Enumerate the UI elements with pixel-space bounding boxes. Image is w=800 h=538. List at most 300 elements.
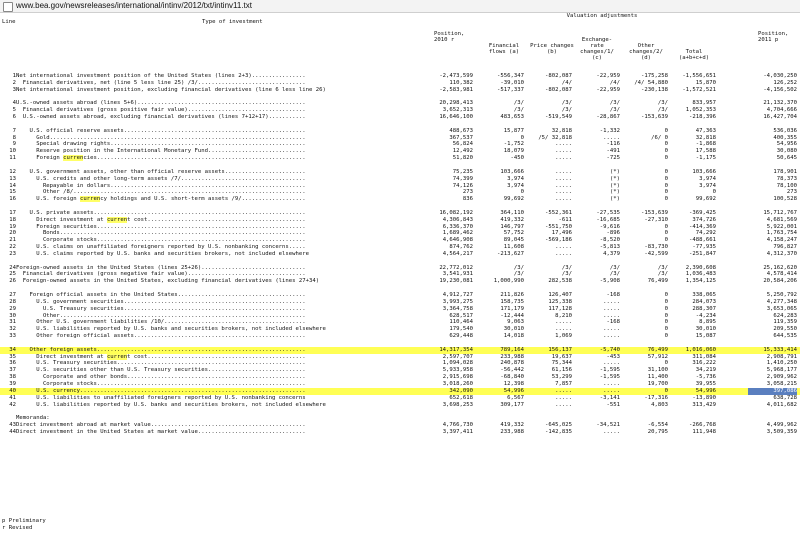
cell-value: -519,549 <box>545 114 572 121</box>
cell-value: 15,087 <box>695 333 716 340</box>
cell-value: -450 <box>510 155 524 162</box>
cell-value: /4/ 54,880 <box>634 79 668 86</box>
cell-value: 483,653 <box>500 114 524 121</box>
cell-value: -369,425 <box>689 209 716 216</box>
row-label: Financial derivatives, net (line 5 less line 25) /3/................................ <box>16 79 306 86</box>
cell-value: 4,803 <box>651 401 668 408</box>
cell-value: 50,645 <box>776 155 797 162</box>
line-number: 41 <box>9 394 16 401</box>
cell-value: 4,564,217 <box>442 250 473 257</box>
cell-value: 22,772,012 <box>439 264 473 271</box>
cell-value: 629,448 <box>449 333 473 340</box>
cell-value: 51,820 <box>452 155 473 162</box>
cell-value: -551 <box>606 401 620 408</box>
cell-value: 0 <box>664 148 668 155</box>
cell-value: 3,993,275 <box>442 298 473 305</box>
cell-value: 836 <box>462 196 473 203</box>
line-number: 38 <box>9 374 16 381</box>
row-label: Reserve position in the International Monetary Fund............................. <box>16 148 306 155</box>
cell-value: -645,025 <box>545 422 572 429</box>
table-row <box>0 210 800 217</box>
cell-value: /3/ <box>513 264 524 271</box>
cell-value: 21,132,370 <box>763 100 797 107</box>
table-row <box>0 251 800 258</box>
cell-value: ..... <box>555 250 572 257</box>
cell-value: 4,011,682 <box>766 401 797 408</box>
browser-address-bar[interactable] <box>0 0 800 13</box>
cell-value: 4,578,414 <box>766 271 797 278</box>
cell-value: -1,595 <box>599 367 620 374</box>
cell-value: 789,164 <box>500 346 524 353</box>
cell-value: -8,520 <box>599 237 620 244</box>
cell-value: -5,740 <box>599 346 620 353</box>
cell-value: -22,959 <box>596 86 620 93</box>
cell-value: -4,156,502 <box>763 86 797 93</box>
cell-value: 3,364,758 <box>442 305 473 312</box>
cell-value: 8,895 <box>699 319 716 326</box>
cell-value: -2,473,599 <box>439 73 473 79</box>
cell-value: 146,797 <box>500 223 524 230</box>
header-other: Other changes/2/ (d) <box>629 43 663 61</box>
cell-value: /3/ <box>561 271 572 278</box>
cell-value: 3,653,065 <box>766 305 797 312</box>
table-row <box>0 237 800 244</box>
cell-value: 1,016,060 <box>685 346 716 353</box>
cell-value: 0 <box>664 312 668 319</box>
cell-value: 644,535 <box>773 333 797 340</box>
cell-value: -230,138 <box>641 86 668 93</box>
table-row <box>0 87 800 94</box>
header-pos2010: Position, 2010 r <box>434 31 465 43</box>
cell-value: 19,637 <box>551 353 572 360</box>
cell-value: 171,179 <box>500 305 524 312</box>
footnote-preliminary: p Preliminary <box>2 518 46 524</box>
page-icon <box>3 2 13 12</box>
cell-value: 3,397,411 <box>442 428 473 435</box>
header-line: Line <box>2 19 16 25</box>
row-label: Foreign currencies.............................................................. <box>16 155 306 162</box>
cell-value: -453 <box>606 353 620 360</box>
cell-value: -552,361 <box>545 209 572 216</box>
cell-value: 117,128 <box>548 305 572 312</box>
cell-value: -16,685 <box>596 216 620 223</box>
cell-value: 3,541,931 <box>442 271 473 278</box>
table-row <box>0 319 800 326</box>
cell-value: ..... <box>603 428 620 435</box>
cell-value: -1,556,651 <box>682 73 716 79</box>
cell-value: 15,870 <box>695 79 716 86</box>
cell-value: -251,847 <box>689 250 716 257</box>
line-number: 28 <box>9 298 16 305</box>
cell-value: 16,427,704 <box>763 114 797 121</box>
line-number: 40 <box>9 387 16 394</box>
cell-value: -68,840 <box>500 374 524 381</box>
cell-value: 313,429 <box>692 401 716 408</box>
cell-value: 1,689,462 <box>442 230 473 237</box>
table-row <box>0 429 800 436</box>
cell-value: 284,073 <box>692 298 716 305</box>
cell-value: -34,521 <box>596 422 620 429</box>
cell-value: -3,141 <box>599 394 620 401</box>
cell-value: 30,080 <box>776 148 797 155</box>
cell-value: 15,877 <box>503 127 524 134</box>
cell-value: 74,292 <box>695 230 716 237</box>
row-label: Corporate stocks.............................................................. <box>16 380 306 387</box>
header-valuation: Valuation adjustments <box>566 13 638 19</box>
cell-value: 156,137 <box>548 346 572 353</box>
cell-value: 2,908,791 <box>766 353 797 360</box>
table-row <box>0 217 800 224</box>
cell-value: /4/ <box>609 79 620 86</box>
cell-value: 17,588 <box>695 148 716 155</box>
line-number: 31 <box>9 319 16 326</box>
header-type: Type of investment <box>202 19 263 25</box>
row-label: U.S. credits and other long-term assets /7/..................................... <box>16 175 306 182</box>
cell-value: 3,698,253 <box>442 401 473 408</box>
cell-value: 0 <box>712 189 716 196</box>
cell-value: 3,018,260 <box>442 380 473 387</box>
line-number: 9 <box>12 141 16 148</box>
cell-value: 1,052,353 <box>685 107 716 114</box>
cell-value: -2,583,981 <box>439 86 473 93</box>
line-number: 8 <box>12 134 16 141</box>
table-row <box>0 258 800 265</box>
table-row <box>0 408 800 415</box>
cell-value: 16,646,100 <box>439 114 473 121</box>
cell-value: 30,010 <box>503 326 524 333</box>
header-exchange: Exchange- rate changes/1/ (c) <box>580 37 614 61</box>
cell-value: -725 <box>606 155 620 162</box>
table-row <box>0 121 800 128</box>
cell-value: 4,277,348 <box>766 298 797 305</box>
table-row <box>0 230 800 237</box>
cell-value: 0 <box>520 189 524 196</box>
cell-value: -83,730 <box>644 244 668 251</box>
cell-value: 0 <box>664 155 668 162</box>
cell-value: -517,337 <box>497 86 524 93</box>
cell-value: 57,752 <box>503 230 524 237</box>
table-row <box>0 306 800 313</box>
cell-value: -611 <box>558 216 572 223</box>
table-row <box>0 299 800 306</box>
row-label: Foreign securities.............................................................. <box>16 223 306 230</box>
line-number: 32 <box>9 326 16 333</box>
cell-value: -12,444 <box>500 312 524 319</box>
cell-value: 126,252 <box>773 79 797 86</box>
cell-value: 0 <box>664 223 668 230</box>
table-row <box>0 285 800 292</box>
cell-value: 0 <box>664 387 668 394</box>
cell-value: 4,681,569 <box>766 216 797 223</box>
cell-value: 0 <box>664 196 668 203</box>
cell-value: ..... <box>603 380 620 387</box>
cell-value: -556,347 <box>497 73 524 79</box>
row-label: Foreign-owned assets in the United States (lines 25+26)............................... <box>16 264 306 271</box>
cell-value: 47,363 <box>695 127 716 134</box>
cell-value: 30,010 <box>695 326 716 333</box>
cell-value: -77,935 <box>692 244 716 251</box>
search-highlight: curren <box>80 196 101 203</box>
cell-value: 288,307 <box>692 305 716 312</box>
cell-value: 364,110 <box>500 209 524 216</box>
cell-value: -1,868 <box>695 141 716 148</box>
table-row <box>0 114 800 121</box>
line-number: 13 <box>9 175 16 182</box>
cell-value: 233,988 <box>500 428 524 435</box>
cell-value: /3/ <box>657 264 668 271</box>
line-number: 23 <box>9 250 16 257</box>
table-row <box>0 169 800 176</box>
row-label: Corporate stocks.............................................................. <box>16 237 306 244</box>
table-row <box>0 196 800 203</box>
cell-value: 1,036,483 <box>685 271 716 278</box>
cell-value: -153,639 <box>641 209 668 216</box>
cell-value: 3,974 <box>699 175 716 182</box>
cell-value: 119,359 <box>773 319 797 326</box>
line-number: 7 <box>12 127 16 134</box>
table-row <box>0 155 800 162</box>
cell-value: 638,728 <box>773 394 797 401</box>
cell-value: 488,673 <box>449 127 473 134</box>
cell-value: -56,442 <box>500 367 524 374</box>
cell-value: 111,948 <box>692 428 716 435</box>
table-row <box>0 135 800 142</box>
cell-value: -175,258 <box>641 73 668 79</box>
cell-value: 18,079 <box>503 148 524 155</box>
cell-value: ..... <box>603 360 620 367</box>
cell-value: 5,250,792 <box>766 292 797 298</box>
table-row <box>0 326 800 333</box>
cell-value: 211,826 <box>500 292 524 298</box>
line-number: 4 <box>12 100 16 107</box>
cell-value: 11,400 <box>647 374 668 381</box>
cell-value: 652,618 <box>449 394 473 401</box>
cell-value: 309,177 <box>500 401 524 408</box>
cell-value: 53,299 <box>551 374 572 381</box>
cell-value: 0 <box>664 230 668 237</box>
line-number: 43 <box>9 422 16 429</box>
table-row <box>0 107 800 114</box>
cell-value: (*) <box>609 182 620 189</box>
row-label: Foreign-owned assets in the United States, excluding financial derivatives (lines 27+34) <box>16 278 320 285</box>
cell-value: -1,595 <box>599 374 620 381</box>
row-label: Direct investment at current cost............................................... <box>16 353 306 360</box>
cell-value: -5,908 <box>599 278 620 285</box>
cell-value: 3,974 <box>507 175 524 182</box>
table-header <box>2 13 798 73</box>
line-number: 35 <box>9 353 16 360</box>
search-highlight: curren <box>106 216 128 223</box>
cell-value: 282,538 <box>548 278 572 285</box>
cell-value: ..... <box>555 394 572 401</box>
row-label: U.S. liabilities reported by U.S. banks and securities brokers, not included elsewhere <box>16 326 326 333</box>
cell-value: -491 <box>606 148 620 155</box>
cell-value: ..... <box>555 401 572 408</box>
line-number: 3 <box>12 86 16 93</box>
cell-value: /3/ <box>513 100 524 107</box>
table-row <box>0 354 800 361</box>
cell-value: 1,000,990 <box>493 278 524 285</box>
cell-value: 31,100 <box>647 367 668 374</box>
cell-value: 4,912,727 <box>442 292 473 298</box>
cell-value: 158,735 <box>500 298 524 305</box>
cell-value: 110,382 <box>449 79 473 86</box>
cell-value: 397,086 <box>748 388 797 395</box>
cell-value: 54,996 <box>503 387 524 394</box>
cell-value: ..... <box>555 141 572 148</box>
cell-value: 32,818 <box>551 127 572 134</box>
cell-value: 78,100 <box>776 182 797 189</box>
cell-value: 6,336,370 <box>442 223 473 230</box>
cell-value: ..... <box>555 148 572 155</box>
cell-value: 15,333,414 <box>763 346 797 353</box>
table-row <box>0 94 800 101</box>
cell-value: 76,499 <box>647 346 668 353</box>
cell-value: 4,312,370 <box>766 250 797 257</box>
row-label: Bonds......................................................................... <box>16 230 306 237</box>
row-label: U.S. securities other than U.S. Treasury securities............................. <box>16 367 306 374</box>
cell-value: -802,087 <box>545 86 572 93</box>
cell-value: ..... <box>603 333 620 340</box>
cell-value: 0 <box>664 360 668 367</box>
line-number: 34 <box>9 346 16 353</box>
cell-value: -6,554 <box>647 422 668 429</box>
row-label: Repayable in dollars.......................................................... <box>16 182 306 189</box>
cell-value: 78,373 <box>776 175 797 182</box>
table-row <box>0 313 800 320</box>
cell-value: 0 <box>664 237 668 244</box>
cell-value: 75,344 <box>551 360 572 367</box>
cell-value: 796,827 <box>773 244 797 251</box>
cell-value: 99,692 <box>695 196 716 203</box>
cell-value: 0 <box>664 292 668 298</box>
header-flows: Financial flows (a) <box>488 43 520 55</box>
cell-value: 25,162,620 <box>763 264 797 271</box>
cell-value: 20,584,206 <box>763 278 797 285</box>
row-label: U.S. Treasury securities........................................................ <box>16 360 306 367</box>
cell-value: ..... <box>555 155 572 162</box>
cell-value: /3/ <box>609 107 620 114</box>
cell-value: 32,818 <box>695 134 716 141</box>
cell-value: 400,355 <box>773 134 797 141</box>
cell-value: 0 <box>520 134 524 141</box>
table-row <box>0 415 800 422</box>
line-number: 37 <box>9 367 16 374</box>
cell-value: 0 <box>664 168 668 175</box>
cell-value: /3/ <box>609 100 620 107</box>
cell-value: 0 <box>664 319 668 326</box>
cell-value: 0 <box>664 326 668 333</box>
cell-value: -42,599 <box>644 250 668 257</box>
cell-value: 9,063 <box>507 319 524 326</box>
cell-value: 14,317,354 <box>439 346 473 353</box>
table-row <box>0 141 800 148</box>
cell-value: 1,069 <box>555 333 572 340</box>
line-number: 11 <box>9 155 16 162</box>
row-label: Other foreign official assets................................................... <box>16 333 306 340</box>
search-highlight: curren <box>63 155 84 162</box>
cell-value: ..... <box>555 326 572 333</box>
cell-value: 20,795 <box>647 428 668 435</box>
cell-value: 7,857 <box>555 380 572 387</box>
cell-value: 103,666 <box>692 168 716 175</box>
cell-value: -168 <box>606 319 620 326</box>
cell-value: -9,616 <box>599 223 620 230</box>
row-label: Financial derivatives (gross positive fair value)................................... <box>16 107 306 114</box>
cell-value: 3,974 <box>507 182 524 189</box>
line-number: 36 <box>9 360 16 367</box>
line-number: 26 <box>9 278 16 285</box>
cell-value: ..... <box>603 326 620 333</box>
cell-value: 179,540 <box>449 326 473 333</box>
line-number: 16 <box>9 196 16 203</box>
table-row <box>0 189 800 196</box>
cell-value: /6/ 0 <box>651 134 668 141</box>
cell-value: 2,915,698 <box>442 374 473 381</box>
table-row <box>0 422 800 429</box>
cell-value: 12,398 <box>503 380 524 387</box>
cell-value: 273 <box>786 189 797 196</box>
cell-value: -1,175 <box>695 155 716 162</box>
cell-value: 34,219 <box>695 367 716 374</box>
cell-value: (*) <box>609 196 620 203</box>
row-label: U.S. claims reported by U.S. banks and securities brokers, not included elsewhere <box>16 250 309 257</box>
table-row <box>0 340 800 347</box>
line-number: 44 <box>9 428 16 435</box>
cell-value: 19,230,081 <box>439 278 473 285</box>
row-label: Other U.S. government liabilities /10/.......................................... <box>16 319 306 326</box>
cell-value: 240,878 <box>500 360 524 367</box>
cell-value: 99,692 <box>503 196 524 203</box>
cell-value: -414,369 <box>689 223 716 230</box>
cell-value: 833,957 <box>692 100 716 107</box>
cell-value: ..... <box>555 175 572 182</box>
cell-value: /3/ <box>561 100 572 107</box>
cell-value: 367,537 <box>449 134 473 141</box>
cell-value: 233,988 <box>500 353 524 360</box>
cell-value: 3,974 <box>699 182 716 189</box>
table-row <box>0 128 800 135</box>
cell-value: -802,087 <box>545 73 572 79</box>
cell-value: 3,509,359 <box>766 428 797 435</box>
cell-value: -266,768 <box>689 422 716 429</box>
row-label: U.S.-owned assets abroad (lines 5+6).................................................. <box>16 100 306 107</box>
cell-value: 0 <box>664 175 668 182</box>
cell-value: ..... <box>555 196 572 203</box>
cell-value: 126,407 <box>548 292 572 298</box>
cell-value: -488,661 <box>689 237 716 244</box>
cell-value: 2,390,608 <box>685 264 716 271</box>
line-number: 12 <box>9 168 16 175</box>
row-label: Direct investment at current cost............................................... <box>16 216 306 223</box>
cell-value: 6,567 <box>507 394 524 401</box>
cell-value: -116 <box>606 141 620 148</box>
header-price: Price changes (b) <box>530 43 574 55</box>
cell-value: 17,496 <box>551 230 572 237</box>
row-label: U.S. currency................................................................... <box>16 387 306 394</box>
cell-value: ..... <box>555 387 572 394</box>
cell-value: -142,835 <box>545 428 572 435</box>
cell-value: /5/ 32,818 <box>538 134 572 141</box>
line-number: 2 <box>12 79 16 86</box>
row-label: Other /8/..................................................................... <box>16 189 306 196</box>
line-number: 19 <box>9 223 16 230</box>
cell-value: 4,306,843 <box>442 216 473 223</box>
line-number: 27 <box>9 292 16 298</box>
line-number: 18 <box>9 216 16 223</box>
cell-value: 311,084 <box>692 353 716 360</box>
cell-value: 4,766,730 <box>442 422 473 429</box>
